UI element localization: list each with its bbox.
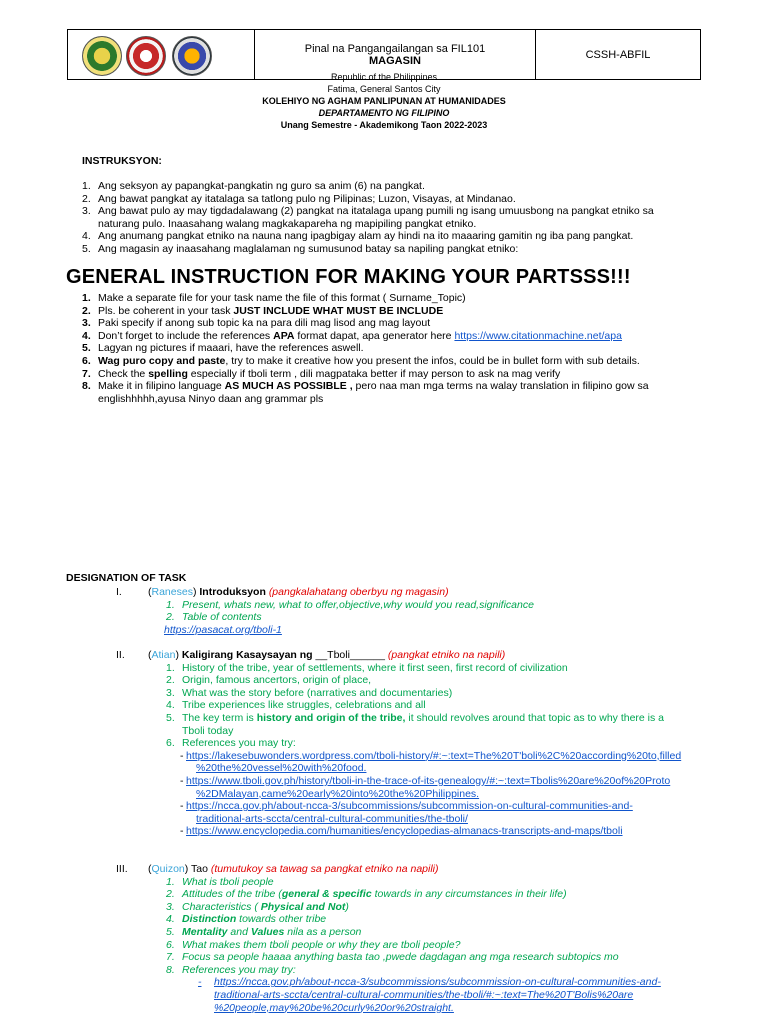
- section-one: [148, 586, 728, 636]
- list-item: 2. Ang bawat pangkat ay itatalaga sa tatlong pulo ng Pilipinas; Luzon, Visayas, at Mindanao.: [82, 192, 516, 205]
- college-logo: [126, 36, 166, 76]
- list-item: 4. Tribe experiences like struggles, celebrations and all: [166, 699, 426, 712]
- republic-line: Republic of the Philippines: [330, 72, 438, 82]
- section-two-heading: (Atian) Kaligirang Kasaysayan ng __Tboli______ (pangkat etniko na napili): [148, 649, 506, 661]
- list-item: 3. Characteristics ( Physical and Not): [166, 900, 349, 913]
- college-name: KOLEHIYO NG AGHAM PANLIPUNAN AT HUMANIDADES: [262, 96, 506, 106]
- school-header: [0, 71, 768, 131]
- seal-logo: [82, 36, 122, 76]
- list-item: 3. Paki specify if anong sub topic ka na para dili mag lisod ang mag layout: [82, 317, 431, 330]
- reference-link[interactable]: https://lakesebuwonders.wordpress.com/tboli-history/#:~:text=The%20T'boli%2C%20according%20to,filled: [186, 749, 682, 762]
- list-item: 7. Check the spelling especially if tboli term , dili magpataka better if may person to ask na mag verify: [82, 367, 561, 380]
- list-item: 5. The key term is history and origin of the tribe, it should revolves around that topic as to why there is a Tboli today: [166, 711, 665, 737]
- section-three-heading: (Quizon) Tao (tumutukoy sa tawag sa pangkat etniko na napili): [148, 863, 439, 875]
- list-item: 4. Ang anumang pangkat etniko na nauna nang ipagbigay alam ay hindi na ito maaaring gamitin ng iba pang pangkat.: [82, 230, 634, 243]
- list-item: 2. Origin, famous ancertors, origin of place,: [166, 674, 372, 687]
- reference-item: - https://www.encyclopedia.com/humanities/encyclopedias-almanacs-transcripts-and-maps/tboli: [180, 825, 623, 838]
- general-list: [82, 292, 722, 405]
- section-three: [148, 863, 728, 1014]
- semester-line: Unang Semestre - Akademikong Taon 2022-2023: [280, 120, 488, 130]
- subject-title: MAGASIN: [369, 54, 421, 67]
- list-item: 1. Ang seksyon ay papangkat-pangkatin ng guro sa anim (6) na pangkat.: [82, 180, 425, 192]
- reference-item: - https://ncca.gov.ph/about-ncca-3/subcommissions/subcommission-on-cultural-communities-and- traditional-arts-sccta/central-cultural-communities/the-tboli/: [180, 800, 633, 825]
- list-item: 2. Pls. be coherent in your task JUST INCLUDE WHAT MUST BE INCLUDE: [82, 304, 444, 317]
- pasacat-link[interactable]: https://pasacat.org/tboli-1: [164, 623, 282, 636]
- list-item: 8. Make it in filipino language AS MUCH AS POSSIBLE , pero naa man mga terms na walay translation in filipino gow sa englishhhhh,ayusa Ninyo daan ang grammar pls: [82, 380, 649, 405]
- apa-generator-link[interactable]: https://www.citationmachine.net/apa: [454, 329, 622, 342]
- roman-three: III.: [116, 863, 128, 875]
- list-item: 6. What makes them tboli people or why they are tboli people?: [166, 938, 461, 951]
- reference-item: - https://www.tboli.gov.ph/history/tboli-in-the-trace-of-its-genealogy/#:~:text=Tbolis%20are%20of%20Proto %2DMalayan,came%20early%20into%20the%20Philippines.: [180, 774, 671, 800]
- list-item: 1. What is tboli people: [166, 875, 274, 888]
- section-two: [148, 649, 728, 838]
- list-item: 3. Ang bawat pulo ay may tigdadalawang (2) pangkat na itatalaga upang pumili ng isang umuusbong na pangkat etniko sa naturang pulo. Inaasahang walang magkakapareha ng mapipiling pangkat etniko.: [82, 205, 654, 230]
- address-line: Fatima, General Santos City: [327, 84, 441, 94]
- list-item: 1. History of the tribe, year of settlements, where it first seen, first record of civilization: [166, 661, 568, 674]
- list-item: 7. Focus sa people haaaa anything basta tao ,pwede dagdagan ang mga research subtopics mo: [166, 951, 619, 964]
- list-item: 6. References you may try:: [166, 737, 296, 750]
- list-item: 1. Present, whats new, what to offer,objective,why would you read,significance: [166, 598, 534, 611]
- reference-link[interactable]: https://ncca.gov.ph/about-ncca-3/subcommissions/subcommission-on-cultural-communities-and-: [186, 800, 633, 813]
- course-code: CSSH-ABFIL: [536, 30, 701, 80]
- department-logo: [172, 36, 212, 76]
- list-item: 2. Table of contents: [166, 611, 262, 624]
- reference-link[interactable]: https://www.encyclopedia.com/humanities/encyclopedias-almanacs-transcripts-and-maps/tboli: [186, 825, 623, 838]
- list-item: 5. Ang magasin ay inaasahang maglalaman ng sumusunod batay sa napiling pangkat etniko:: [82, 242, 519, 255]
- list-item: 2. Attitudes of the tribe (general & specific towards in any circumstances in their life): [166, 888, 567, 901]
- reference-item: - https://ncca.gov.ph/about-ncca-3/subcommissions/subcommission-on-cultural-communities-and- traditional-arts-sccta/central-cultural-communities/the-tboli/#:~:text=The%20T'Bolis%20are %20people,may%20be%20curly%20or%20straight.: [198, 976, 661, 1014]
- section-one-heading: (Raneses) Introduksyon (pangkalahatang oberbyu ng magasin): [148, 586, 449, 598]
- list-item: 8. References you may try:: [166, 963, 296, 976]
- list-item: 6. Wag puro copy and paste, try to make it creative how you present the infos, could be in bullet form with sub details.: [82, 354, 640, 367]
- designation-title: DESIGNATION OF TASK: [66, 572, 187, 584]
- reference-link[interactable]: https://www.tboli.gov.ph/history/tboli-in-the-trace-of-its-genealogy/#:~:text=Tbolis%20are%20of%20Proto: [186, 774, 671, 787]
- reference-link[interactable]: https://ncca.gov.ph/about-ncca-3/subcommissions/subcommission-on-cultural-communities-and-: [214, 976, 661, 989]
- list-item: 5. Mentality and Values nila as a person: [166, 925, 362, 938]
- roman-one: I.: [116, 586, 122, 598]
- list-item: 4. Don’t forget to include the references APA format dapat, apa generator here https://www.citationmachine.net/apa: [82, 329, 622, 342]
- list-item: 1. Make a separate file for your task name the file of this format ( Surname_Topic): [82, 292, 466, 304]
- instruksyon-title: INSTRUKSYON:: [82, 155, 162, 167]
- reference-item: - https://lakesebuwonders.wordpress.com/tboli-history/#:~:text=The%20T'boli%2C%20according%20to,filled %20the%20vessel%20with%20food.: [180, 749, 682, 775]
- list-item: 5. Lagyan ng pictures if maaari, have the references aswell.: [82, 342, 364, 355]
- general-title: GENERAL INSTRUCTION FOR MAKING YOUR PARTSSS!!!: [66, 266, 631, 288]
- instruksyon-list: [82, 180, 722, 256]
- list-item: 4. Distinction towards other tribe: [166, 913, 327, 926]
- course-title: Pinal na Pangangailangan sa FIL101: [304, 42, 486, 55]
- list-item: 3. What was the story before (narratives and documentaries): [166, 686, 453, 699]
- roman-two: II.: [116, 649, 125, 661]
- department-name: DEPARTAMENTO NG FILIPINO: [318, 108, 450, 118]
